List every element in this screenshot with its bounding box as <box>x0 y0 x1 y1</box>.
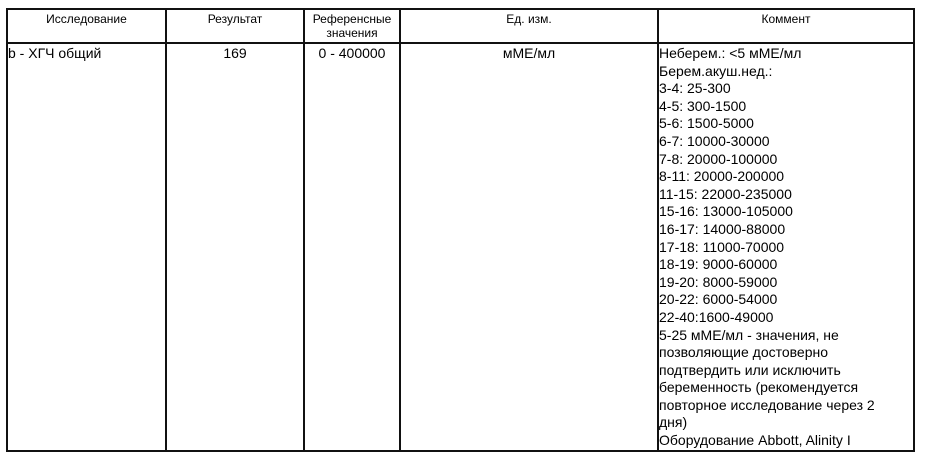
comment-line: Оборудование Abbott, Alinity I <box>659 432 851 449</box>
comment-line: 18-19: 9000-60000 <box>659 256 778 273</box>
comment-line: беременность (рекомендуется <box>659 379 859 396</box>
comment-line: 7-8: 20000-100000 <box>659 150 778 167</box>
comment-line: повторное исследование через 2 <box>659 396 875 413</box>
results-table <box>6 8 915 452</box>
comment-line: 20-22: 6000-54000 <box>659 291 778 308</box>
comment-line: 15-16: 13000-105000 <box>659 203 793 220</box>
cell-comment <box>658 43 914 451</box>
comment-line: 11-15: 22000-235000 <box>659 185 792 202</box>
cell-reference: 0 - 400000 <box>304 43 400 451</box>
cell-unit: мМЕ/мл <box>400 43 658 451</box>
comment-line: 16-17: 14000-88000 <box>659 220 786 237</box>
comment-line: подтвердить или исключить <box>659 361 841 378</box>
comment-line: Берем.акуш.нед.: <box>659 62 773 79</box>
header-reference: Референсные значения <box>304 9 400 43</box>
comment-line: 4-5: 300-1500 <box>659 97 747 114</box>
header-result: Результат <box>166 9 304 43</box>
comment-line: 5-6: 1500-5000 <box>659 115 754 132</box>
comment-line: Неберем.: <5 мМЕ/мл <box>659 45 802 61</box>
header-comment: Коммент <box>658 9 914 43</box>
comment-line: 3-4: 25-300 <box>659 80 731 97</box>
header-row <box>7 9 914 43</box>
comment-line: 17-18: 11000-70000 <box>659 238 785 255</box>
header-unit: Ед. изм. <box>400 9 658 43</box>
comment-line: 19-20: 8000-59000 <box>659 273 778 290</box>
table-row <box>7 43 914 451</box>
comment-line: дня) <box>659 414 688 431</box>
comment-line: 6-7: 10000-30000 <box>659 132 770 149</box>
header-test: Исследование <box>7 9 166 43</box>
cell-test: b - ХГЧ общий <box>7 43 166 451</box>
cell-result: 169 <box>166 43 304 451</box>
comment-line: 5-25 мМЕ/мл - значения, не <box>659 326 839 343</box>
comment-line: позволяющие достоверно <box>659 344 829 361</box>
comment-line: 8-11: 20000-200000 <box>659 168 785 185</box>
comment-line: 22-40:1600-49000 <box>659 308 774 325</box>
